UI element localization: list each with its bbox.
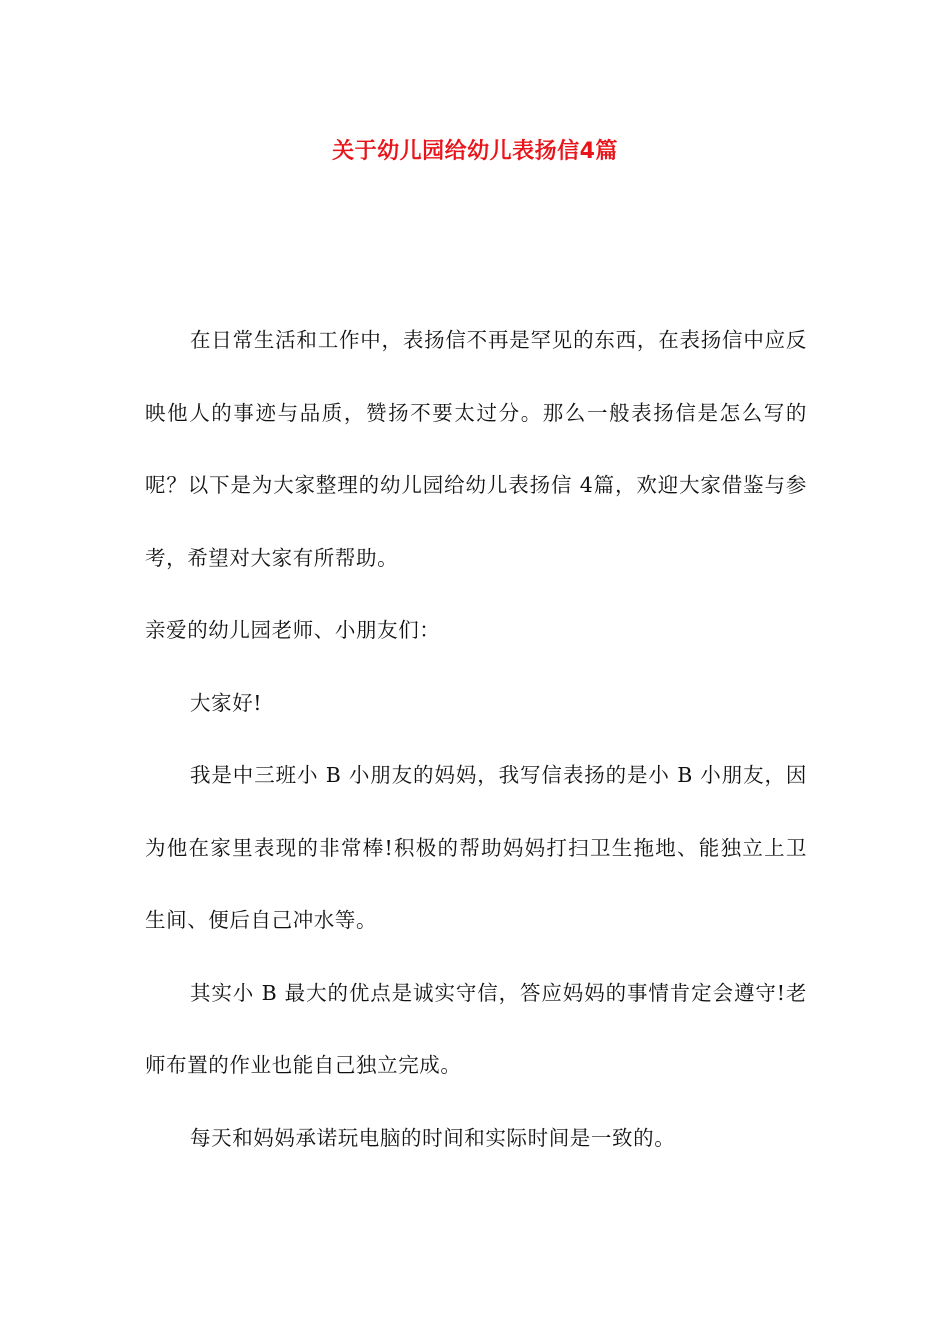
body-paragraph-2: 其实小 B 最大的优点是诚实守信，答应妈妈的事情肯定会遵守!老师布置的作业也能自己独立完成。 xyxy=(145,980,807,1077)
salutation: 亲爱的幼儿园老师、小朋友们： xyxy=(145,618,441,642)
document-title: 关于幼儿园给幼儿表扬信4篇 xyxy=(332,139,618,164)
body-paragraph-1: 我是中三班小 B 小朋友的妈妈，我写信表扬的是小 B 小朋友，因为他在家里表现的非常棒!积极的帮助妈妈打扫卫生拖地、能独立上卫生间、便后自己冲水等。 xyxy=(145,763,807,932)
document-body xyxy=(145,304,807,1174)
greeting: 大家好! xyxy=(190,690,263,715)
intro-paragraph: 在日常生活和工作中，表扬信不再是罕见的东西，在表扬信中应反映他人的事迹与品质，赞扬不要太过分。那么一般表扬信是怎么写的呢？以下是为大家整理的幼儿园给幼儿表扬信 4篇，欢迎大家借鉴与参考，希望对大家有所帮助。 xyxy=(145,328,807,570)
body-paragraph-3: 每天和妈妈承诺玩电脑的时间和实际时间是一致的。 xyxy=(190,1125,676,1150)
